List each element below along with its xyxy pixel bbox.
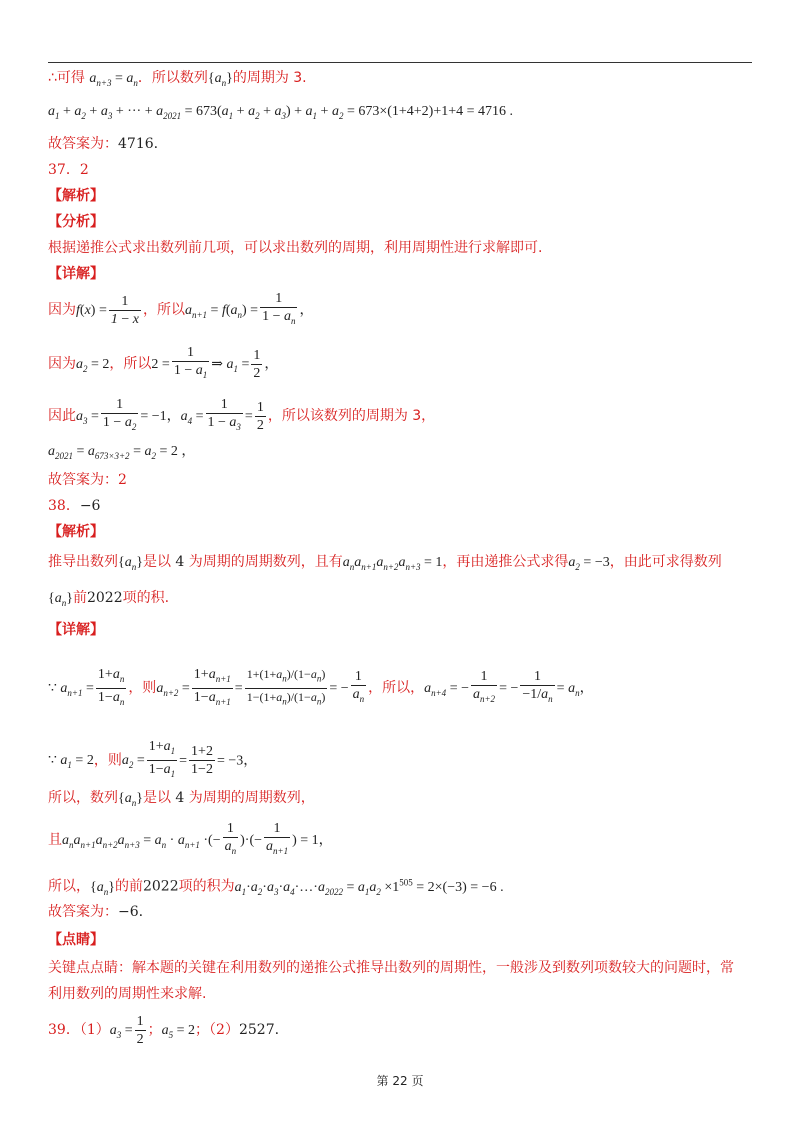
text: 39．（1） xyxy=(48,1022,110,1038)
text: ，则 xyxy=(128,680,157,696)
question-39: 39．$(1)a_3$ = $\frac{1}{2}$ ；$a_5 = 2$；（2）2527. xyxy=(48,1013,280,1047)
text: 因为 xyxy=(48,356,76,372)
dianjing-line-2: 利用数列的周期性来求解. xyxy=(48,986,207,1002)
text: ，所以该数列的周期为 3， xyxy=(267,408,436,424)
question-38-number xyxy=(48,496,100,516)
product-line: 且$a_na_{n+1}a_{n+2}a_{n+3} = a_n \cdot a_{n+1}$ ·(− $\frac{1}{a_n}$ )·(− $\frac{1}{a_{n+1}}$ ) = 1， xyxy=(48,821,333,856)
tag-fenxi: 【分析】 xyxy=(48,214,104,230)
qian2022-line: $\{a_n\}$前2022项的积. xyxy=(48,590,170,608)
text: 故答案为： xyxy=(48,472,118,488)
text: ，所以 xyxy=(142,302,185,318)
answer-value: −6. xyxy=(118,904,144,920)
text: 是以 xyxy=(142,554,171,570)
text: ，所以， xyxy=(368,680,425,696)
text: ； xyxy=(147,1022,162,1038)
fenxi-text: 根据递推公式求出数列前几项，可以求出数列的周期，利用周期性进行求解即可. xyxy=(48,240,543,256)
dianjing-line-1: 关键点点睛：解本题的关键在利用数列的递推公式推导出数列的周期性，一般涉及到数列项数较大的问题时，常 xyxy=(48,960,734,976)
text: 的周期为 3. xyxy=(232,70,307,86)
tag-xiangjie: 【详解】 xyxy=(48,266,104,282)
tuidao-line: 推导出数列$\{a_n\}$是以 4 为周期的周期数列，且有$a_na_{n+1}a_{n+2}a_{n+3} = 1$，再由递推公式求得$a_2 = -3$，由此可求得数列 xyxy=(48,554,722,572)
text: 前 xyxy=(72,590,87,606)
a2021-line: $a_{2021} = a_{673\times 3+2} = a_2 = 2$ ， xyxy=(48,444,196,461)
result-line: 所以，$\{a_n\}$的前2022项的积为$a_1\cdot a_2\cdot a_3\cdot a_4\cdot\dots\cdot a_{2022} = a_1a_2 \times 1^{505} = 2\times(-3) = -6$ . xyxy=(48,877,504,897)
text: 所以，数列 xyxy=(48,790,118,806)
recurrence-derivation: ∵ $a_{n+1}$ = $\frac{1+a_n}{1-a_n}$ ，则$a_{n+2}$ = $\frac{1+a_{n+1}}{1-a_{n+1}}$ = $\frac{1+(1+a_n)/(1-a_n)}{1-(1+a_n)/(1-a_n)}$ = − $\frac{1}{a_n}$ ，所以，$a_{n+4}$ = − $\frac{1}{a_{n+2}}$ = − $\frac{1}{-1/a_n}$ = $a_n$， xyxy=(48,666,594,707)
text: ；（2） xyxy=(195,1022,239,1038)
line-period: ∴可得 $a_{n+3} = a_n$．所以数列$\{a_n\}$的周期为 3. xyxy=(48,70,307,88)
tag-jiexi-38: 【解析】 xyxy=(48,524,104,540)
text: 的前 xyxy=(114,878,143,895)
text: ．所以数列 xyxy=(137,70,208,86)
text: ，则 xyxy=(93,752,122,769)
answer-36: 故答案为：4716. xyxy=(48,136,159,152)
text: 故答案为： xyxy=(48,136,118,152)
text: ，由此可求得数列 xyxy=(609,554,722,570)
text: −6 xyxy=(79,498,101,514)
answer-38 xyxy=(48,902,143,922)
header-rule xyxy=(48,62,752,63)
sum-formula: $a_1 + a_2 + a_3$ + ··· + $a_{2021} = 673(a_1 + a_2 + a_3) + a_1 + a_2 = 673\times(1+4+2)+1+4 = 4716$ . xyxy=(48,104,514,121)
a2-line: 因为$a_2 = 2$，所以2 = $\frac{1}{1 - a_1}$ ⇒ $a_1$ = $\frac{1}{2}$ ， xyxy=(48,345,279,381)
answer-37 xyxy=(48,470,127,490)
text: ∴可得 xyxy=(48,70,85,86)
tag-jiexi: 【解析】 xyxy=(48,188,104,204)
text: 为周期的周期数列， xyxy=(188,790,315,806)
text: 项的积为 xyxy=(178,878,235,895)
answer-value: 4716 xyxy=(118,136,154,152)
text: 因为 xyxy=(48,302,76,318)
answer-value: 2 xyxy=(118,472,127,488)
page-footer: 第 22 页 xyxy=(376,1074,424,1088)
function-definition: 因为f(x) = $\frac{1}{1 - x}$ ，所以$a_{n+1} = f(a_n)$ = $\frac{1}{1 - a_n}$ ， xyxy=(48,291,314,327)
text: ，所以 xyxy=(109,356,152,372)
text: 因此 xyxy=(48,408,76,424)
text: 是以 xyxy=(142,790,171,806)
a1-line: ∵ $a_1 = 2$，则$a_2$ = $\frac{1+a_1}{1-a_1}$ = $\frac{1+2}{1-2}$ = −3， xyxy=(48,739,258,779)
text: 为周期的周期数列，且有 xyxy=(188,554,343,570)
question-37-number: 37．2 xyxy=(48,162,89,178)
tag-xiangjie-38: 【详解】 xyxy=(48,622,104,638)
tag-dianjing: 【点睛】 xyxy=(48,932,104,948)
text: 项的积. xyxy=(122,590,170,606)
text: 38． xyxy=(48,498,80,514)
a3-a4-line: 因此$a_3$ = $\frac{1}{1 - a_2}$ = −1，$a_4$ = $\frac{1}{1 - a_3}$ = $\frac{1}{2}$ ，所以该数列的周期为 3， xyxy=(48,397,436,433)
text: 故答案为： xyxy=(48,904,118,920)
text: 且 xyxy=(48,832,62,848)
period-4-line: 所以，数列$\{a_n\}$是以 4 为周期的周期数列， xyxy=(48,790,315,808)
answer-value: 2527 xyxy=(238,1022,275,1038)
text: 推导出数列 xyxy=(48,554,118,570)
text: ，再由递推公式求得 xyxy=(442,554,569,570)
text: 所以， xyxy=(48,878,90,895)
